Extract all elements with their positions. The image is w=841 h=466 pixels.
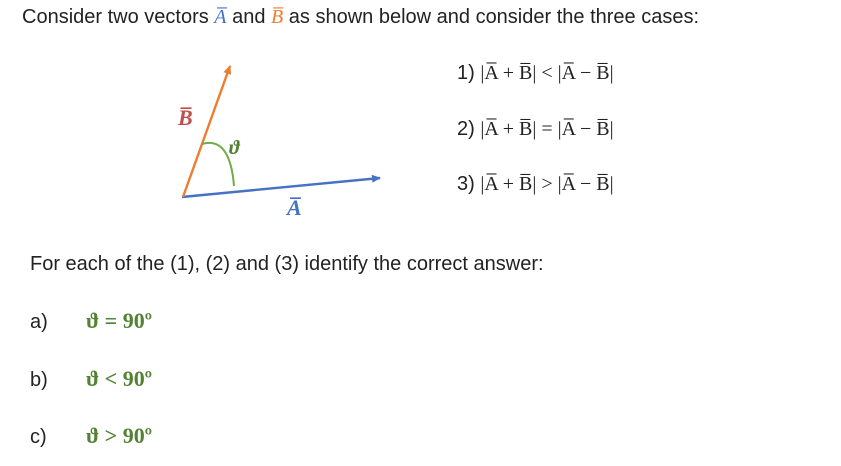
intro-suffix: as shown below and consider the three cases: bbox=[283, 6, 700, 28]
intro-prefix: Consider two vectors bbox=[22, 6, 215, 28]
question-text: For each of the (1), (2) and (3) identify the correct answer: bbox=[30, 253, 544, 275]
option-c-label: c) bbox=[30, 426, 47, 448]
case-1 bbox=[457, 62, 614, 85]
angle-theta-label: ϑ bbox=[229, 137, 240, 159]
case-3-expression: |A̅ + B̅| > |A̅ − B̅| bbox=[480, 173, 614, 195]
option-b-label: b) bbox=[30, 369, 48, 391]
vector-a-arrow bbox=[182, 178, 380, 197]
option-a-expression: ϑ = 90º bbox=[86, 308, 152, 333]
option-c-expression: ϑ > 90º bbox=[86, 423, 152, 448]
case-2 bbox=[457, 118, 614, 141]
intro-vector-b: B̅ bbox=[271, 6, 284, 28]
case-3 bbox=[457, 173, 614, 196]
intro-vector-a: A̅ bbox=[214, 6, 227, 28]
option-b-expression: ϑ < 90º bbox=[86, 366, 152, 391]
case-2-number: 2) bbox=[457, 118, 475, 140]
vector-b-arrow bbox=[183, 66, 230, 197]
option-a-label: a) bbox=[30, 311, 48, 333]
vector-a-label: A̅ bbox=[287, 195, 302, 220]
vector-b-label: B̅ bbox=[178, 105, 193, 130]
case-1-number: 1) bbox=[457, 62, 475, 84]
case-3-number: 3) bbox=[457, 173, 475, 195]
intro-middle: and bbox=[226, 6, 271, 28]
case-2-expression: |A̅ + B̅| = |A̅ − B̅| bbox=[480, 118, 614, 140]
case-1-expression: |A̅ + B̅| < |A̅ − B̅| bbox=[480, 62, 614, 84]
